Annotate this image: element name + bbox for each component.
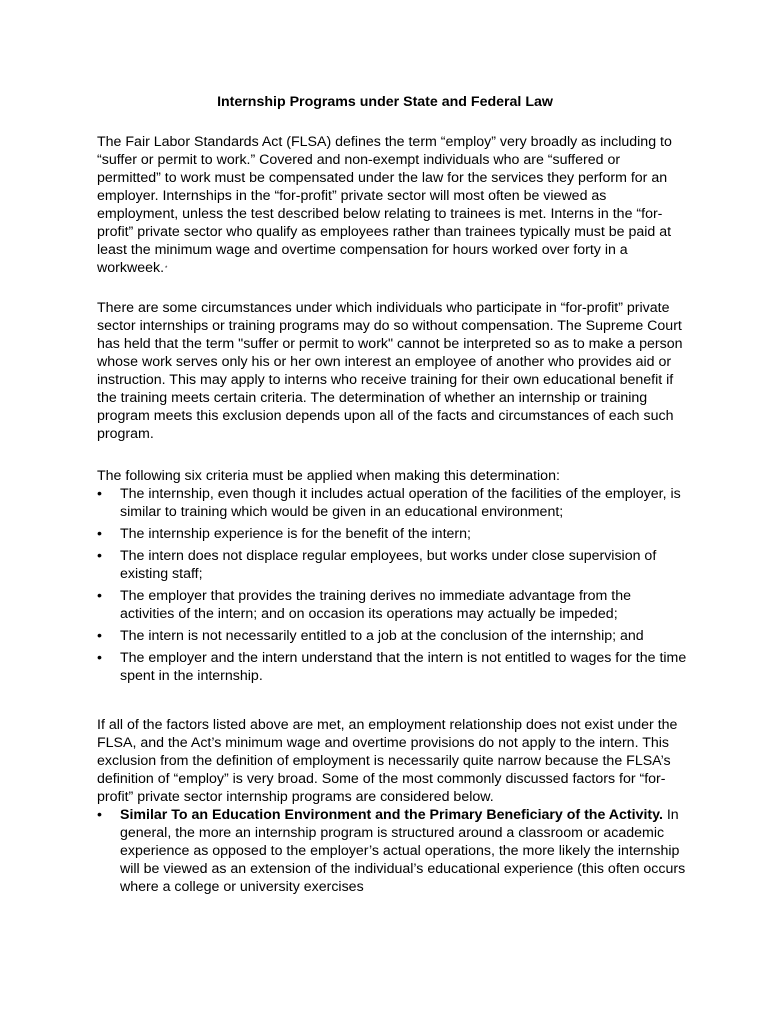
criteria-item	[97, 649, 687, 685]
bullet-icon: •	[97, 807, 102, 823]
bullet-icon: •	[97, 588, 102, 604]
intro-paragraph	[97, 133, 687, 277]
bullet-icon: •	[97, 650, 102, 666]
criteria-item-text: The intern is not necessarily entitled to a job at the conclusion of the internship; and	[120, 628, 644, 644]
criteria-item	[97, 587, 687, 623]
factor-item	[97, 806, 687, 896]
criteria-list	[97, 485, 687, 685]
flsa-definition-paragraph	[97, 133, 687, 277]
criteria-item	[97, 525, 687, 543]
circumstances-text: There are some circumstances under which individuals who participate in “for-profit” private sector internships or training programs may do so without compensation. The Supreme Court has held that the term "suffer or permit to work" cannot be interpreted so as to make a person whose work serves only his or her own interest an employee of another who provides aid or instruction. This may apply to interns who receive training for their own educational benefit if the training meets certain criteria. The determination of whether an internship or training program meets this exclusion depends upon all of the facts and circumstances of each such program.	[97, 300, 683, 442]
bullet-icon: •	[97, 548, 102, 564]
factors-section	[97, 716, 687, 896]
factor-heading: Similar To an Education Environment and the Primary Beneficiary of the Activity.	[120, 807, 663, 823]
flsa-definition-text: The Fair Labor Standards Act (FLSA) defines the term “employ” very broadly as including to “suffer or permit to work.” Covered and non-exempt individuals who are “suffered or permitted” to work must be compensated under the law for the services they perform for an employer. Internships in the “for-profit” private sector will most often be viewed as employment, unless the test described below relating to trainees is met. Interns in the “for-profit” private sector who qualify as employees rather than trainees typically must be paid at least the minimum wage and overtime compensation for hours worked over forty in a workweek.	[97, 134, 672, 276]
factors-list	[97, 806, 687, 896]
footnote-marker: *	[165, 266, 168, 272]
criteria-item-text: The employer and the intern understand that the intern is not entitled to wages for the time spent in the internship.	[120, 650, 687, 684]
criteria-item	[97, 485, 687, 521]
bullet-icon: •	[97, 526, 102, 542]
criteria-item	[97, 547, 687, 583]
factors-intro: If all of the factors listed above are met, an employment relationship does not exist under the FLSA, and the Act’s minimum wage and overtime provisions do not apply to the intern. This exclusion from the definition of employment is necessarily quite narrow because the FLSA’s definition of “employ” is very broad. Some of the most commonly discussed factors for “for-profit” private sector internship programs are considered below.	[97, 717, 678, 805]
circumstances-paragraph	[97, 299, 687, 443]
criteria-item-text: The employer that provides the training derives no immediate advantage from the activities of the intern; and on occasion its operations may actually be impeded;	[120, 588, 632, 622]
criteria-intro: The following six criteria must be applied when making this determination:	[97, 468, 560, 484]
criteria-item-text: The internship experience is for the benefit of the intern;	[120, 526, 471, 542]
criteria-item	[97, 627, 687, 645]
bullet-icon: •	[97, 628, 102, 644]
document-title: Internship Programs under State and Federal Law	[217, 94, 553, 110]
factor-text: In general, the more an internship program is structured around a classroom or academic experience as opposed to the employer’s actual operations, the more likely the internship will be viewed as an extension of the individual’s educational experience (this often occurs where a college or university exercises	[120, 807, 686, 895]
criteria-item-text: The intern does not displace regular employees, but works under close supervision of existing staff;	[120, 548, 657, 582]
criteria-section	[97, 467, 687, 685]
criteria-item-text: The internship, even though it includes actual operation of the facilities of the employer, is similar to training which would be given in an educational environment;	[120, 486, 681, 520]
bullet-icon: •	[97, 486, 102, 502]
